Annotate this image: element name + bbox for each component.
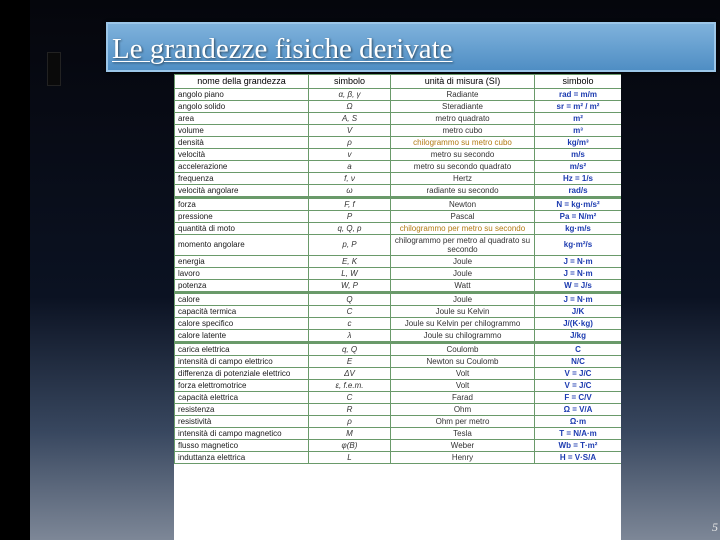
quantity-name: densità	[175, 137, 309, 149]
quantity-symbol: ρ	[309, 137, 391, 149]
unit-name: Joule su chilogrammo	[391, 330, 535, 343]
quantity-symbol: W, P	[309, 280, 391, 293]
quantity-symbol: α, β, γ	[309, 89, 391, 101]
unit-symbol: rad = m/m	[535, 89, 622, 101]
quantity-symbol: φ(B)	[309, 440, 391, 452]
quantity-symbol: ε, f.e.m.	[309, 380, 391, 392]
table-row	[175, 416, 622, 428]
quantity-symbol: ΔV	[309, 368, 391, 380]
unit-name: Radiante	[391, 89, 535, 101]
unit-symbol: kg·m/s	[535, 223, 622, 235]
unit-symbol: N/C	[535, 356, 622, 368]
table-row	[175, 306, 622, 318]
quantity-name: calore latente	[175, 330, 309, 343]
unit-symbol: Hz = 1/s	[535, 173, 622, 185]
unit-name: metro su secondo	[391, 149, 535, 161]
quantity-name: capacità termica	[175, 306, 309, 318]
quantity-name: forza	[175, 198, 309, 211]
quantity-name: angolo solido	[175, 101, 309, 113]
table-row	[175, 343, 622, 356]
table-row	[175, 211, 622, 223]
unit-name: Hertz	[391, 173, 535, 185]
unit-name: Watt	[391, 280, 535, 293]
unit-name: Joule	[391, 256, 535, 268]
table-row	[175, 318, 622, 330]
quantity-symbol: A, S	[309, 113, 391, 125]
quantity-name: capacità elettrica	[175, 392, 309, 404]
unit-symbol: m/s	[535, 149, 622, 161]
unit-name: Joule su Kelvin per chilogrammo	[391, 318, 535, 330]
header-unit: unità di misura (SI)	[391, 75, 535, 89]
header-unit-symbol: simbolo	[535, 75, 622, 89]
quantity-symbol: Ω	[309, 101, 391, 113]
unit-name: Farad	[391, 392, 535, 404]
table-row	[175, 330, 622, 343]
table-row	[175, 356, 622, 368]
quantity-name: area	[175, 113, 309, 125]
unit-name: metro cubo	[391, 125, 535, 137]
quantity-name: pressione	[175, 211, 309, 223]
quantity-name: volume	[175, 125, 309, 137]
unit-name: Steradiante	[391, 101, 535, 113]
quantity-name: carica elettrica	[175, 343, 309, 356]
unit-name: radiante su secondo	[391, 185, 535, 198]
unit-symbol: kg/m³	[535, 137, 622, 149]
table-row	[175, 280, 622, 293]
unit-symbol: m²	[535, 113, 622, 125]
unit-symbol: J = N·m	[535, 293, 622, 306]
unit-symbol: J/kg	[535, 330, 622, 343]
quantity-symbol: q, Q	[309, 343, 391, 356]
quantity-symbol: V	[309, 125, 391, 137]
table-row	[175, 89, 622, 101]
header-quantity-name: nome della grandezza	[175, 75, 309, 89]
quantity-symbol: q, Q, p	[309, 223, 391, 235]
unit-name: metro quadrato	[391, 113, 535, 125]
quantity-name: angolo piano	[175, 89, 309, 101]
quantity-symbol: F, f	[309, 198, 391, 211]
unit-symbol: T = N/A·m	[535, 428, 622, 440]
quantity-symbol: E	[309, 356, 391, 368]
quantity-name: intensità di campo magnetico	[175, 428, 309, 440]
quantity-symbol: c	[309, 318, 391, 330]
quantity-name: intensità di campo elettrico	[175, 356, 309, 368]
table-row	[175, 113, 622, 125]
unit-symbol: Pa = N/m²	[535, 211, 622, 223]
quantity-name: resistività	[175, 416, 309, 428]
unit-symbol: J = N·m	[535, 256, 622, 268]
quantity-symbol: P	[309, 211, 391, 223]
unit-symbol: m³	[535, 125, 622, 137]
table-row	[175, 149, 622, 161]
quantity-name: induttanza elettrica	[175, 452, 309, 464]
quantity-symbol: a	[309, 161, 391, 173]
unit-name: Coulomb	[391, 343, 535, 356]
unit-name: Joule	[391, 268, 535, 280]
unit-name: Ohm per metro	[391, 416, 535, 428]
table-header-row	[175, 75, 622, 89]
table-row	[175, 101, 622, 113]
unit-symbol: J/K	[535, 306, 622, 318]
derived-quantities-table	[174, 74, 621, 464]
unit-name: Pascal	[391, 211, 535, 223]
unit-name: Volt	[391, 380, 535, 392]
quantity-symbol: f, ν	[309, 173, 391, 185]
quantity-symbol: R	[309, 404, 391, 416]
unit-symbol: Ω·m	[535, 416, 622, 428]
quantity-name: quantità di moto	[175, 223, 309, 235]
quantity-name: forza elettromotrice	[175, 380, 309, 392]
unit-symbol: N = kg·m/s²	[535, 198, 622, 211]
quantity-symbol: L	[309, 452, 391, 464]
table-row	[175, 440, 622, 452]
slide-title: Le grandezze fisiche derivate	[112, 33, 453, 65]
table-row	[175, 392, 622, 404]
unit-symbol: J = N·m	[535, 268, 622, 280]
quantity-name: energia	[175, 256, 309, 268]
table-row	[175, 185, 622, 198]
quantity-name: resistenza	[175, 404, 309, 416]
quantity-name: calore specifico	[175, 318, 309, 330]
quantity-name: lavoro	[175, 268, 309, 280]
quantity-symbol: C	[309, 392, 391, 404]
table-row	[175, 161, 622, 173]
quantity-name: flusso magnetico	[175, 440, 309, 452]
quantity-symbol: Q	[309, 293, 391, 306]
quantity-name: frequenza	[175, 173, 309, 185]
header-symbol: simbolo	[309, 75, 391, 89]
quantity-symbol: L, W	[309, 268, 391, 280]
unit-name: Weber	[391, 440, 535, 452]
table-row	[175, 198, 622, 211]
quantity-symbol: λ	[309, 330, 391, 343]
table-row	[175, 173, 622, 185]
unit-name: Newton	[391, 198, 535, 211]
unit-name: Joule su Kelvin	[391, 306, 535, 318]
quantity-name: potenza	[175, 280, 309, 293]
unit-name: metro su secondo quadrato	[391, 161, 535, 173]
quantity-name: momento angolare	[175, 235, 309, 256]
table-row	[175, 368, 622, 380]
table-row	[175, 428, 622, 440]
unit-name: chilogrammo per metro su secondo	[391, 223, 535, 235]
decorative-bar	[47, 52, 61, 86]
unit-symbol: Ω = V/A	[535, 404, 622, 416]
title-box	[106, 22, 716, 72]
unit-name: Joule	[391, 293, 535, 306]
unit-symbol: H = V·S/A	[535, 452, 622, 464]
quantity-name: calore	[175, 293, 309, 306]
table-row	[175, 125, 622, 137]
unit-name: Newton su Coulomb	[391, 356, 535, 368]
quantity-symbol: ρ	[309, 416, 391, 428]
table-row	[175, 452, 622, 464]
unit-symbol: Wb = T·m²	[535, 440, 622, 452]
table-row	[175, 235, 622, 256]
unit-symbol: kg·m²/s	[535, 235, 622, 256]
unit-symbol: W = J/s	[535, 280, 622, 293]
unit-symbol: J/(K·kg)	[535, 318, 622, 330]
unit-name: chilogrammo per metro al quadrato su secondo	[391, 235, 535, 256]
quantity-symbol: E, K	[309, 256, 391, 268]
quantity-name: velocità angolare	[175, 185, 309, 198]
unit-symbol: m/s²	[535, 161, 622, 173]
table-row	[175, 268, 622, 280]
unit-name: Ohm	[391, 404, 535, 416]
table-row	[175, 380, 622, 392]
quantity-symbol: v	[309, 149, 391, 161]
units-table-container	[174, 74, 621, 540]
unit-symbol: V = J/C	[535, 380, 622, 392]
unit-symbol: rad/s	[535, 185, 622, 198]
quantity-name: accelerazione	[175, 161, 309, 173]
table-row	[175, 293, 622, 306]
quantity-symbol: C	[309, 306, 391, 318]
unit-symbol: F = C/V	[535, 392, 622, 404]
unit-name: Volt	[391, 368, 535, 380]
table-body	[175, 89, 622, 464]
table-row	[175, 404, 622, 416]
unit-symbol: V = J/C	[535, 368, 622, 380]
quantity-symbol: p, P	[309, 235, 391, 256]
quantity-symbol: M	[309, 428, 391, 440]
table-row	[175, 256, 622, 268]
unit-name: Tesla	[391, 428, 535, 440]
unit-symbol: sr = m² / m²	[535, 101, 622, 113]
table-row	[175, 223, 622, 235]
quantity-name: velocità	[175, 149, 309, 161]
quantity-name: differenza di potenziale elettrico	[175, 368, 309, 380]
quantity-symbol: ω	[309, 185, 391, 198]
slide	[30, 0, 720, 540]
page-number: 5	[712, 520, 718, 534]
table-row	[175, 137, 622, 149]
unit-name: Henry	[391, 452, 535, 464]
unit-symbol: C	[535, 343, 622, 356]
unit-name: chilogrammo su metro cubo	[391, 137, 535, 149]
